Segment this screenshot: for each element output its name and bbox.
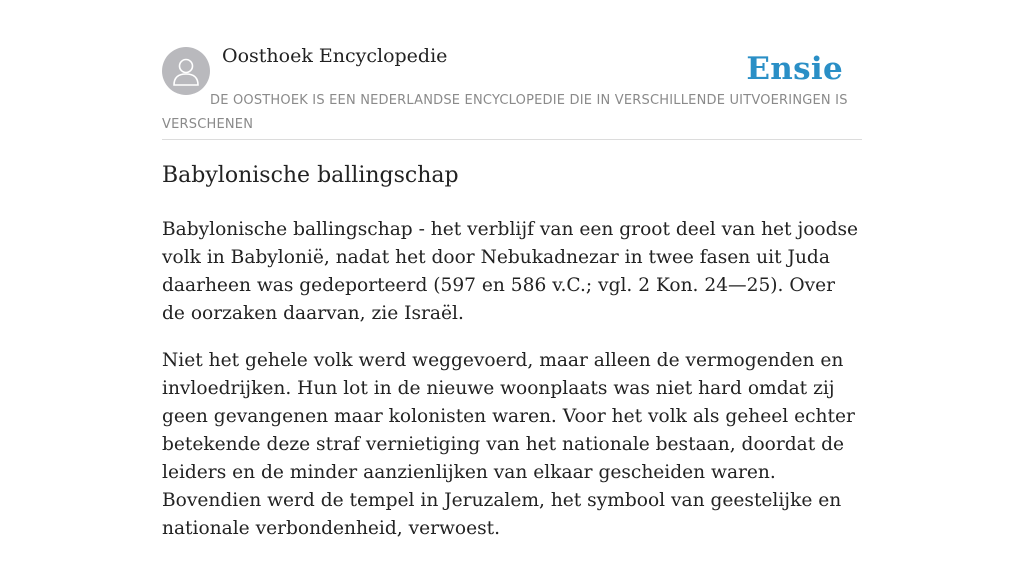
article-title: Babylonische ballingschap — [162, 163, 459, 188]
article-paragraph: Niet het gehele volk werd weggevoerd, maar alleen de vermogenden en invloedrijken. Hun lot in de nieuwe woonplaats was niet hard omdat zij geen gevangenen maar kolonisten waren. Voor het volk als geheel echter betekende deze straf vernietiging van het nationale bestaan, doordat de leiders en de minder aanzienlijken van elkaar gescheiden waren. Bovendien werd de tempel in Jeruzalem, het symbool van geestelijke en nationale verbondenheid, verwoest. — [162, 350, 855, 539]
user-avatar-icon[interactable] — [162, 47, 210, 95]
header-divider — [162, 139, 862, 140]
article-body — [162, 216, 862, 562]
brand-logo[interactable]: Ensie — [746, 51, 843, 87]
article-paragraph: Babylonische ballingschap - het verblijf van een groot deel van het joodse volk in Babylonië, nadat het door Nebukadnezar in twee fasen uit Juda daarheen was gedeporteerd (597 en 586 v.C.; vgl. 2 Kon. 24—25). Over de oorzaken daarvan, zie Israël. — [162, 219, 859, 324]
user-silhouette-icon — [162, 47, 210, 95]
site-name[interactable]: Oosthoek Encyclopedie — [222, 45, 448, 67]
site-tagline: DE OOSTHOEK IS EEN NEDERLANDSE ENCYCLOPEDIE DIE IN VERSCHILLENDE UITVOERINGEN IS VERSCHENEN — [162, 93, 848, 132]
